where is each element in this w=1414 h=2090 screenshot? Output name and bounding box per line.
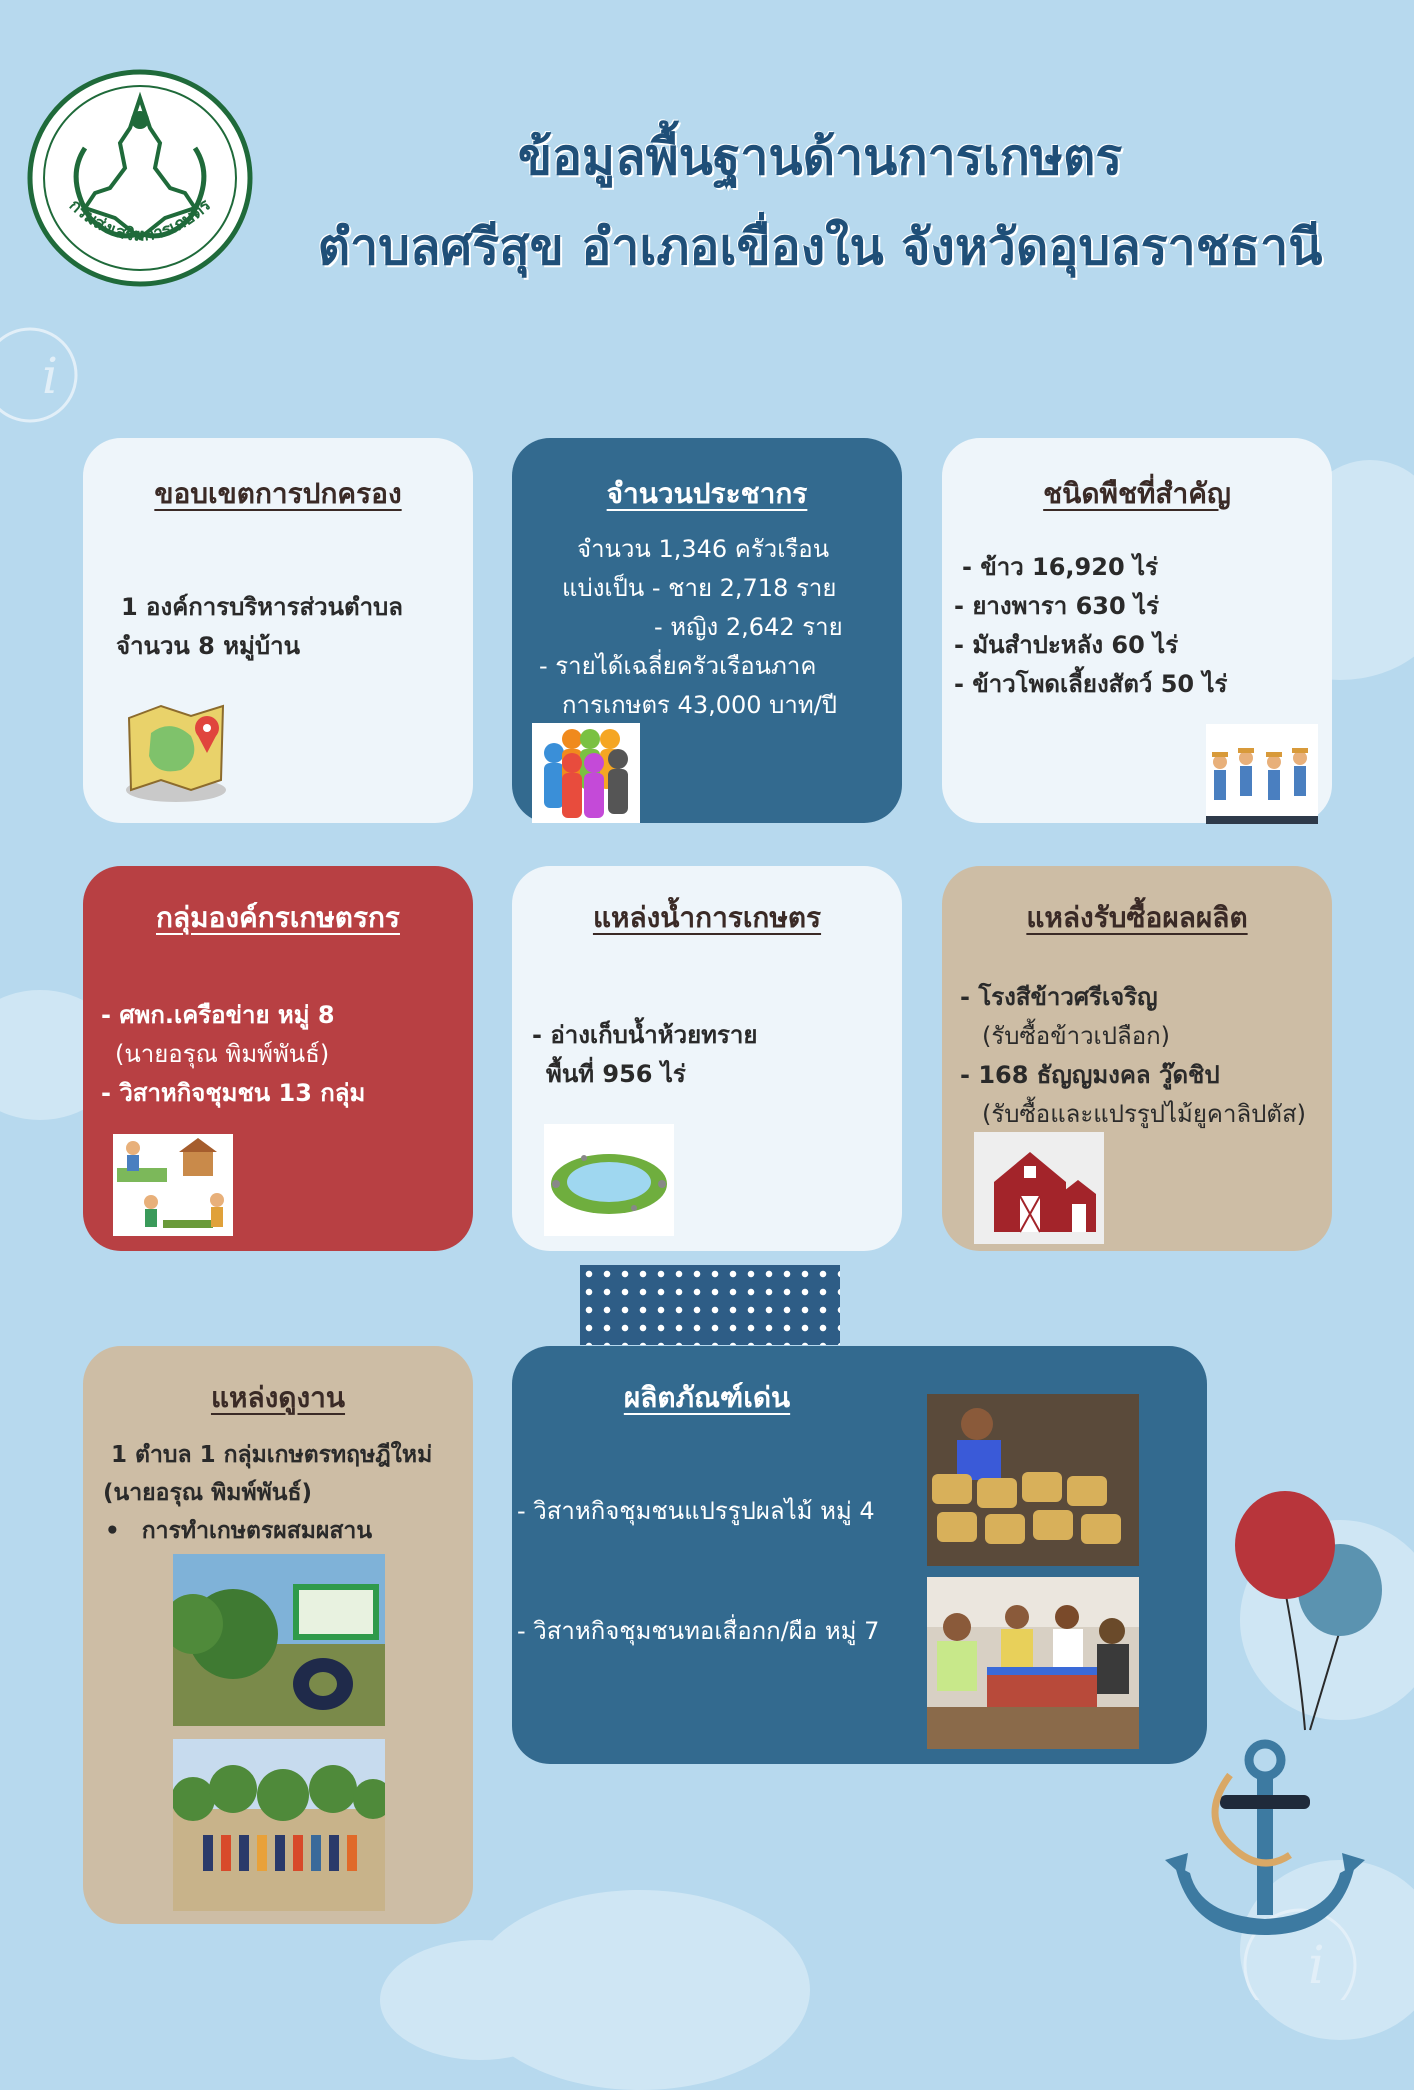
admin-line: จำนวน 8 หมู่บ้าน [116, 632, 300, 660]
card-title: ขอบเขตการปกครอง [154, 477, 402, 510]
water-line: - อ่างเก็บน้ำห้วยทราย [532, 1021, 758, 1049]
crop-line: - ยางพารา 630 ไร่ [954, 592, 1160, 620]
products-card [512, 1346, 1207, 1764]
study-line: 1 ตำบล 1 กลุ่มเกษตรทฤษฎีใหม่ [111, 1442, 433, 1468]
crop-line: - ข้าว 16,920 ไร่ [962, 553, 1158, 581]
population-line: แบ่งเป็น - ชาย 2,718 ราย [562, 574, 837, 602]
product-line: - วิสาหกิจชุมชนทอเสื่อกก/ผือ หมู่ 7 [517, 1617, 880, 1645]
info-bubble-icon [0, 325, 85, 425]
agriculture-department-seal [25, 68, 255, 288]
card-title: ชนิดพืชที่สำคัญ [1043, 477, 1231, 510]
card-title: ผลิตภัณฑ์เด่น [623, 1381, 791, 1414]
map-icon [121, 698, 231, 808]
buyer-line: - โรงสีข้าวศรีเจริญ [960, 983, 1158, 1011]
people-icon [532, 723, 640, 823]
card-title: จำนวนประชากร [606, 477, 808, 510]
study-site-card [83, 1346, 473, 1924]
svg-text:i: i [1308, 1936, 1325, 1996]
population-line: การเกษตร 43,000 บาท/ปี [562, 691, 838, 719]
population-line: จำนวน 1,346 ครัวเรือน [577, 535, 830, 563]
group-line: - วิสาหกิจชุมชน 13 กลุ่ม [101, 1079, 366, 1107]
cloud-decoration [380, 1940, 580, 2060]
svg-text:i: i [42, 347, 58, 405]
study-line: (นายอรุณ พิมพ์พันธ์) [103, 1480, 313, 1506]
dotted-ribbon-decoration [580, 1265, 840, 1345]
group-line: (นายอรุณ พิมพ์พันธ์) [115, 1040, 330, 1068]
water-line: พื้นที่ 956 ไร่ [546, 1060, 686, 1088]
product-line: - วิสาหกิจชุมชนแปรรูปผลไม้ หมู่ 4 [517, 1497, 875, 1525]
farmers-icon [1206, 724, 1318, 824]
population-line: - หญิง 2,642 ราย [654, 613, 843, 641]
crop-line: - ข้าวโพดเลี้ยงสัตว์ 50 ไร่ [954, 670, 1228, 698]
buyer-line: - 168 ธัญญมงคล วู๊ดชิป [960, 1061, 1220, 1089]
water-source-card [512, 866, 902, 1251]
card-title: แหล่งรับซื้อผลผลิต [1026, 901, 1248, 934]
crops-card [942, 438, 1332, 823]
product-photo-weaving [927, 1577, 1139, 1749]
farmer-groups-card [83, 866, 473, 1251]
balloons-icon [1230, 1490, 1390, 1750]
buyer-line: (รับซื้อและแปรรูปไม้ยูคาลิปตัส) [982, 1100, 1306, 1128]
title-line-1: ข้อมูลพื้นฐานด้านการเกษตร [517, 128, 1123, 186]
farming-icon [113, 1134, 233, 1236]
crop-line: - มันสำปะหลัง 60 ไร่ [954, 631, 1179, 659]
barn-icon [974, 1132, 1104, 1244]
population-card [512, 438, 902, 823]
card-title: กลุ่มองค์กรเกษตรกร [156, 901, 400, 934]
buyer-line: (รับซื้อข้าวเปลือก) [982, 1022, 1171, 1050]
admin-line: 1 องค์การบริหารส่วนตำบล [121, 593, 403, 621]
admin-boundary-card [83, 438, 473, 823]
title-line-2: ตำบลศรีสุข อำเภอเขื่องใน จังหวัดอุบลราชธานี [317, 218, 1323, 276]
card-title: แหล่งน้ำการเกษตร [592, 901, 822, 934]
study-photo-sign [173, 1554, 385, 1726]
seal-text: กรมส่งเสริมการเกษตร [65, 195, 215, 246]
anchor-icon [1160, 1735, 1370, 1945]
pond-icon [544, 1124, 674, 1236]
buyers-card [942, 866, 1332, 1251]
study-line: การทำเกษตรผสมผสาน [141, 1518, 373, 1544]
study-bullet: • การทำเกษตรผสมผสาน [105, 1518, 373, 1544]
study-photo-group [173, 1739, 385, 1911]
population-line: - รายได้เฉลี่ยครัวเรือนภาค [539, 652, 817, 680]
card-title: แหล่งดูงาน [210, 1381, 346, 1414]
page-title [250, 112, 1390, 292]
group-line: - ศพก.เครือข่าย หมู่ 8 [101, 1001, 335, 1029]
product-photo-fruit [927, 1394, 1139, 1566]
